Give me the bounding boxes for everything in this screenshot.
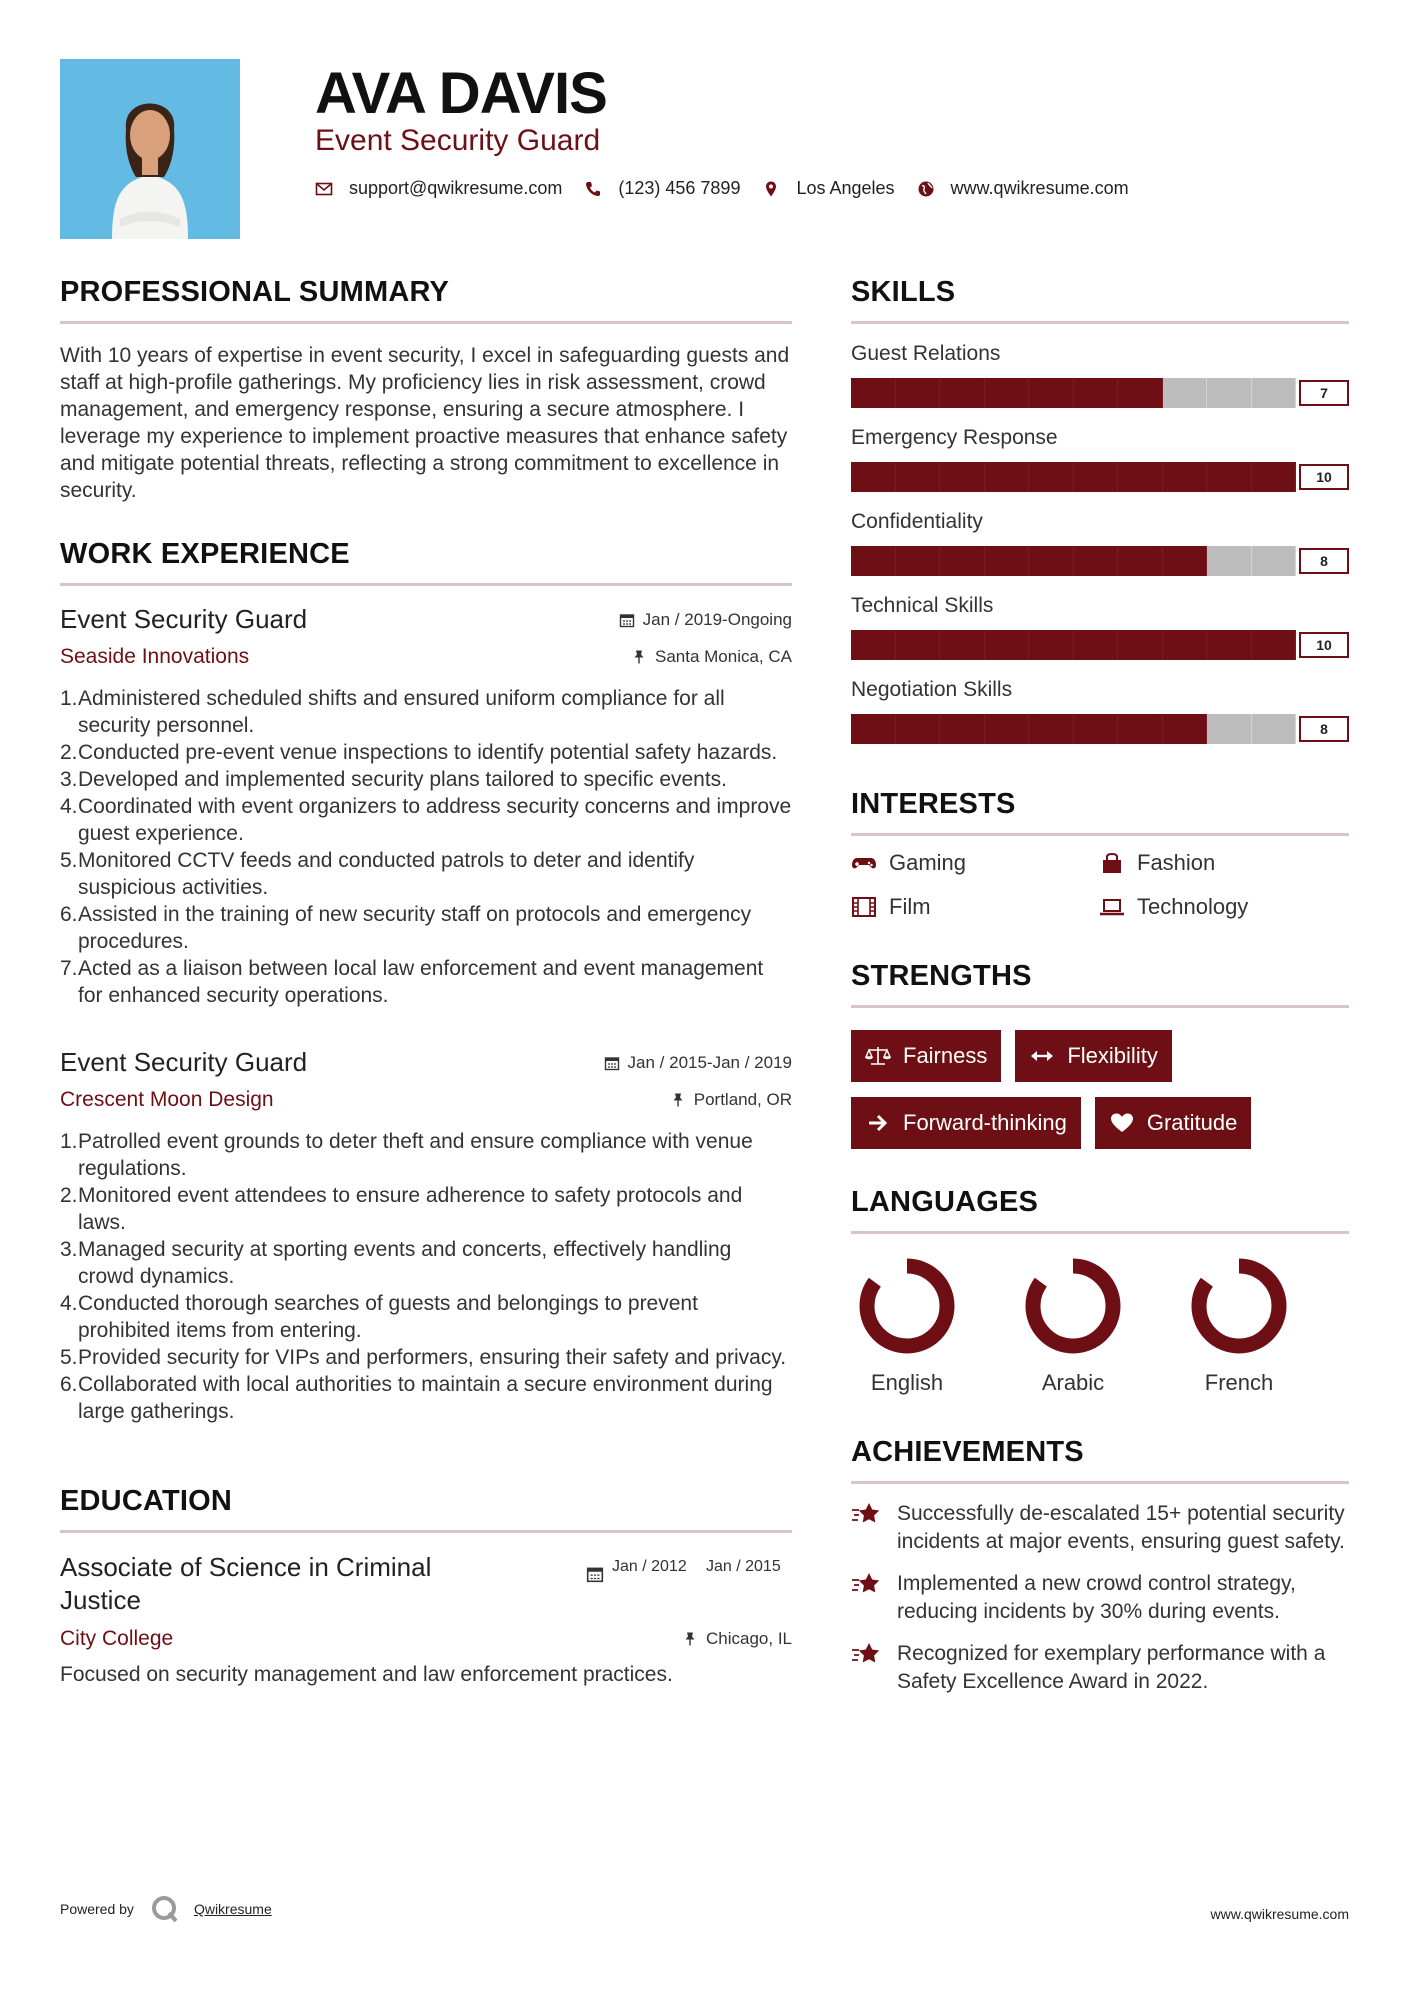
profile-photo bbox=[60, 59, 240, 239]
calendar-icon bbox=[586, 1565, 604, 1583]
skill-track bbox=[851, 546, 1296, 576]
education-location-text: Chicago, IL bbox=[706, 1629, 792, 1648]
list-item: 5. Monitored CCTV feeds and conducted patrols to deter and identify suspicious activities. bbox=[60, 849, 695, 899]
interest-label: Film bbox=[889, 894, 931, 919]
skill-track bbox=[851, 714, 1296, 744]
skill-segment bbox=[1252, 630, 1297, 660]
strength-badge bbox=[1015, 1030, 1171, 1082]
star-icon bbox=[851, 1570, 883, 1598]
globe-icon bbox=[917, 180, 935, 198]
summary-text: With 10 years of expertise in event security, I excel in safeguarding guests and staff at high-profile gatherings. My proficiency lies in risk assessment, crowd management, and emergency response, ensuring a secure atmosphere. I leverage my experience to implement proactive measures that enhance safety and mitigate potential threats, reflecting a strong commitment to excellence in security. bbox=[60, 344, 790, 502]
skill-segment bbox=[940, 714, 985, 744]
language-name: English bbox=[870, 1370, 944, 1395]
list-item: 1. Administered scheduled shifts and ensured uniform compliance for all security personnel. bbox=[60, 687, 725, 737]
work-heading: WORK EXPERIENCE bbox=[60, 538, 792, 586]
contact-email[interactable] bbox=[315, 178, 562, 199]
education-degree: Associate of Science in Criminal Justice bbox=[60, 1552, 432, 1615]
skill-segment bbox=[1252, 546, 1297, 576]
list-item: 4. Coordinated with event organizers to address security concerns and improve guest experience. bbox=[60, 795, 792, 845]
skill-segment bbox=[985, 462, 1030, 492]
skill-segment bbox=[896, 462, 941, 492]
skill-segment bbox=[851, 714, 896, 744]
job-location bbox=[631, 647, 792, 667]
interest-item bbox=[1099, 894, 1347, 920]
strengths-list bbox=[851, 1030, 1349, 1164]
language-item bbox=[1017, 1256, 1183, 1396]
skill-segment bbox=[1029, 630, 1074, 660]
skill-segment bbox=[1118, 462, 1163, 492]
strength-badge bbox=[1095, 1097, 1252, 1149]
contact-phone-text: (123) 456 7899 bbox=[618, 178, 741, 198]
skill-value: 8 bbox=[1299, 548, 1349, 574]
skill-segment bbox=[985, 630, 1030, 660]
skill-segment bbox=[896, 546, 941, 576]
skill-segment bbox=[896, 714, 941, 744]
skill-segment bbox=[940, 546, 985, 576]
contact-website[interactable] bbox=[917, 178, 1129, 199]
list-item: 3. Developed and implemented security plans tailored to specific events. bbox=[60, 768, 728, 791]
pushpin-icon bbox=[682, 1631, 698, 1647]
star-icon bbox=[851, 1640, 883, 1668]
achievement-text: Recognized for exemplary performance with a Safety Excellence Award in 2022. bbox=[897, 1642, 1326, 1693]
skill-name: Negotiation Skills bbox=[851, 678, 1013, 701]
candidate-title: Event Security Guard bbox=[315, 124, 601, 157]
skill-segment bbox=[1163, 630, 1208, 660]
education-school: City College bbox=[60, 1627, 174, 1650]
achievement-item bbox=[851, 1500, 1349, 1556]
phone-icon bbox=[584, 180, 602, 198]
skill-segment bbox=[896, 378, 941, 408]
skill-segment bbox=[1029, 714, 1074, 744]
achievement-text: Successfully de-escalated 15+ potential security incidents at major events, ensuring guest safety. bbox=[897, 1502, 1345, 1553]
skill-segment bbox=[940, 378, 985, 408]
skill-segment bbox=[896, 630, 941, 660]
job-bullets bbox=[60, 1128, 792, 1425]
skill-segment bbox=[851, 630, 896, 660]
skill-segment bbox=[1074, 714, 1119, 744]
strength-label: Fairness bbox=[903, 1043, 988, 1068]
skill-item bbox=[851, 678, 1349, 744]
list-item: 5. Provided security for VIPs and performers, ensuring their safety and privacy. bbox=[60, 1346, 787, 1369]
skill-name: Confidentiality bbox=[851, 510, 983, 533]
skill-bar bbox=[851, 630, 1349, 660]
achievements-heading: ACHIEVEMENTS bbox=[851, 1436, 1349, 1484]
left-column bbox=[60, 276, 792, 1687]
summary-heading: PROFESSIONAL SUMMARY bbox=[60, 276, 792, 324]
laptop-icon bbox=[1099, 896, 1125, 918]
contact-phone[interactable] bbox=[584, 178, 740, 199]
skill-track bbox=[851, 462, 1296, 492]
skill-segment bbox=[1163, 546, 1208, 576]
skill-track bbox=[851, 378, 1296, 408]
skill-segment bbox=[1207, 378, 1252, 408]
interest-item bbox=[1099, 850, 1347, 876]
map-pin-icon bbox=[762, 180, 780, 198]
list-item: 3. Managed security at sporting events and concerts, effectively handling crowd dynamics. bbox=[60, 1238, 732, 1288]
education-end: Jan / 2015 bbox=[706, 1558, 781, 1575]
skill-segment bbox=[1074, 462, 1119, 492]
list-item: 4. Conducted thorough searches of guests and belongings to prevent prohibited items from entering. bbox=[60, 1292, 698, 1342]
interests-heading: INTERESTS bbox=[851, 788, 1349, 836]
arrows-horizontal-icon bbox=[1029, 1045, 1055, 1067]
footer-brand-link[interactable]: Qwikresume bbox=[193, 1901, 272, 1917]
skill-segment bbox=[1207, 546, 1252, 576]
skill-bar bbox=[851, 714, 1349, 744]
skill-segment bbox=[1074, 378, 1119, 408]
interest-label: Gaming bbox=[889, 850, 967, 875]
skill-segment bbox=[851, 462, 896, 492]
achievement-item bbox=[851, 1640, 1349, 1696]
contact-website-text: www.qwikresume.com bbox=[950, 178, 1129, 198]
star-icon bbox=[851, 1500, 883, 1528]
education-description: Focused on security management and law enforcement practices. bbox=[60, 1663, 673, 1686]
skill-bar bbox=[851, 546, 1349, 576]
interest-item bbox=[851, 850, 1099, 876]
list-item: 2. Conducted pre-event venue inspections to identify potential safety hazards. bbox=[60, 741, 778, 764]
job-company: Crescent Moon Design bbox=[60, 1088, 274, 1111]
skill-name: Technical Skills bbox=[851, 594, 994, 617]
calendar-icon bbox=[619, 612, 635, 628]
list-item: 6. Collaborated with local authorities to maintain a secure environment during large gatherings. bbox=[60, 1373, 773, 1423]
language-name: Arabic bbox=[1041, 1370, 1105, 1395]
interests-list bbox=[851, 850, 1349, 920]
skills-heading: SKILLS bbox=[851, 276, 1349, 324]
skill-segment bbox=[1163, 378, 1208, 408]
skill-name: Guest Relations bbox=[851, 342, 1001, 365]
achievement-item bbox=[851, 1570, 1349, 1626]
skill-segment bbox=[985, 546, 1030, 576]
job-dates-text: Jan / 2015-Jan / 2019 bbox=[627, 1052, 792, 1072]
strength-label: Flexibility bbox=[1067, 1043, 1158, 1068]
skill-segment bbox=[1074, 630, 1119, 660]
skill-segment bbox=[1074, 546, 1119, 576]
skill-segment bbox=[851, 546, 896, 576]
job-company: Seaside Innovations bbox=[60, 645, 250, 668]
skill-segment bbox=[1118, 714, 1163, 744]
contact-bar bbox=[315, 178, 1151, 199]
interest-label: Fashion bbox=[1137, 850, 1216, 875]
job-bullets bbox=[60, 685, 792, 1009]
footer-powered-by bbox=[60, 1894, 272, 1924]
skill-item bbox=[851, 426, 1349, 492]
education-location bbox=[682, 1629, 792, 1649]
skill-segment bbox=[1029, 378, 1074, 408]
skill-value: 10 bbox=[1299, 464, 1349, 490]
candidate-name: AVA DAVIS bbox=[315, 61, 607, 126]
job-location bbox=[670, 1090, 792, 1110]
skill-segment bbox=[1118, 630, 1163, 660]
job-dates bbox=[619, 610, 792, 630]
strength-label: Forward-thinking bbox=[903, 1110, 1067, 1135]
heart-icon bbox=[1109, 1112, 1135, 1134]
skill-segment bbox=[1252, 714, 1297, 744]
powered-by-text: Powered by bbox=[60, 1901, 134, 1917]
language-ring bbox=[1189, 1256, 1289, 1356]
strength-label: Gratitude bbox=[1146, 1110, 1238, 1135]
job-dates-text: Jan / 2019-Ongoing bbox=[642, 609, 792, 629]
job-title: Event Security Guard bbox=[60, 1047, 308, 1077]
skill-segment bbox=[1207, 714, 1252, 744]
education-dates bbox=[586, 1557, 792, 1617]
skill-bar bbox=[851, 378, 1349, 408]
skill-segment bbox=[1163, 714, 1208, 744]
list-item: 6. Assisted in the training of new security staff on protocols and emergency procedures. bbox=[60, 903, 752, 953]
job-location-text: Santa Monica, CA bbox=[654, 647, 792, 666]
contact-email-text: support@qwikresume.com bbox=[349, 178, 563, 198]
education-entry bbox=[60, 1551, 792, 1687]
right-column bbox=[851, 276, 1349, 1710]
language-ring bbox=[857, 1256, 957, 1356]
skill-segment bbox=[1118, 546, 1163, 576]
skill-segment bbox=[940, 462, 985, 492]
pushpin-icon bbox=[631, 649, 647, 665]
languages-list bbox=[851, 1256, 1349, 1396]
achievements-list bbox=[851, 1500, 1349, 1696]
interest-item bbox=[851, 894, 1099, 920]
achievement-text: Implemented a new crowd control strategy, reducing incidents by 30% during events. bbox=[897, 1572, 1296, 1623]
skill-name: Emergency Response bbox=[851, 426, 1058, 449]
skill-segment bbox=[940, 630, 985, 660]
skill-track bbox=[851, 630, 1296, 660]
skill-item bbox=[851, 510, 1349, 576]
skill-segment bbox=[1029, 546, 1074, 576]
footer-url[interactable]: www.qwikresume.com bbox=[1210, 1906, 1349, 1922]
skill-value: 7 bbox=[1299, 380, 1349, 406]
languages-heading: LANGUAGES bbox=[851, 1186, 1349, 1234]
list-item: 7. Acted as a liaison between local law enforcement and event management for enhanced security operations. bbox=[60, 957, 764, 1007]
gamepad-icon bbox=[851, 852, 877, 874]
bag-icon bbox=[1099, 852, 1125, 874]
strength-badge bbox=[851, 1097, 1081, 1149]
skill-segment bbox=[1207, 630, 1252, 660]
contact-location-text: Los Angeles bbox=[796, 178, 895, 198]
skill-segment bbox=[1118, 378, 1163, 408]
skill-segment bbox=[1029, 462, 1074, 492]
education-heading: EDUCATION bbox=[60, 1485, 792, 1533]
skill-value: 10 bbox=[1299, 632, 1349, 658]
arrow-right-icon bbox=[865, 1112, 891, 1134]
skill-bar bbox=[851, 462, 1349, 492]
job-location-text: Portland, OR bbox=[693, 1090, 792, 1109]
pushpin-icon bbox=[670, 1092, 686, 1108]
language-name: French bbox=[1204, 1370, 1274, 1395]
skill-item bbox=[851, 342, 1349, 408]
skill-segment bbox=[1252, 378, 1297, 408]
skill-segment bbox=[1163, 462, 1208, 492]
list-item: 2. Monitored event attendees to ensure adherence to safety protocols and laws. bbox=[60, 1184, 743, 1234]
language-ring bbox=[1023, 1256, 1123, 1356]
skills-list bbox=[851, 342, 1349, 744]
education-start: Jan / 2012 bbox=[612, 1558, 687, 1575]
scale-icon bbox=[865, 1045, 891, 1067]
film-icon bbox=[851, 896, 877, 918]
strengths-heading: STRENGTHS bbox=[851, 960, 1349, 1008]
skill-item bbox=[851, 594, 1349, 660]
language-item bbox=[851, 1256, 1017, 1396]
job-entry bbox=[60, 1047, 792, 1425]
skill-value: 8 bbox=[1299, 716, 1349, 742]
list-item: 1. Patrolled event grounds to deter theft and ensure compliance with venue regulations. bbox=[60, 1130, 753, 1180]
skill-segment bbox=[1207, 462, 1252, 492]
job-title: Event Security Guard bbox=[60, 604, 308, 634]
qwikresume-logo-icon bbox=[150, 1894, 180, 1924]
mail-icon bbox=[315, 180, 333, 198]
calendar-icon bbox=[604, 1055, 620, 1071]
skill-segment bbox=[1252, 462, 1297, 492]
strength-badge bbox=[851, 1030, 1001, 1082]
skill-segment bbox=[985, 714, 1030, 744]
language-item bbox=[1183, 1256, 1349, 1396]
interest-label: Technology bbox=[1137, 894, 1249, 919]
skill-segment bbox=[851, 378, 896, 408]
contact-location bbox=[762, 178, 894, 199]
job-dates bbox=[604, 1053, 792, 1073]
job-entry bbox=[60, 604, 792, 1009]
skill-segment bbox=[985, 378, 1030, 408]
